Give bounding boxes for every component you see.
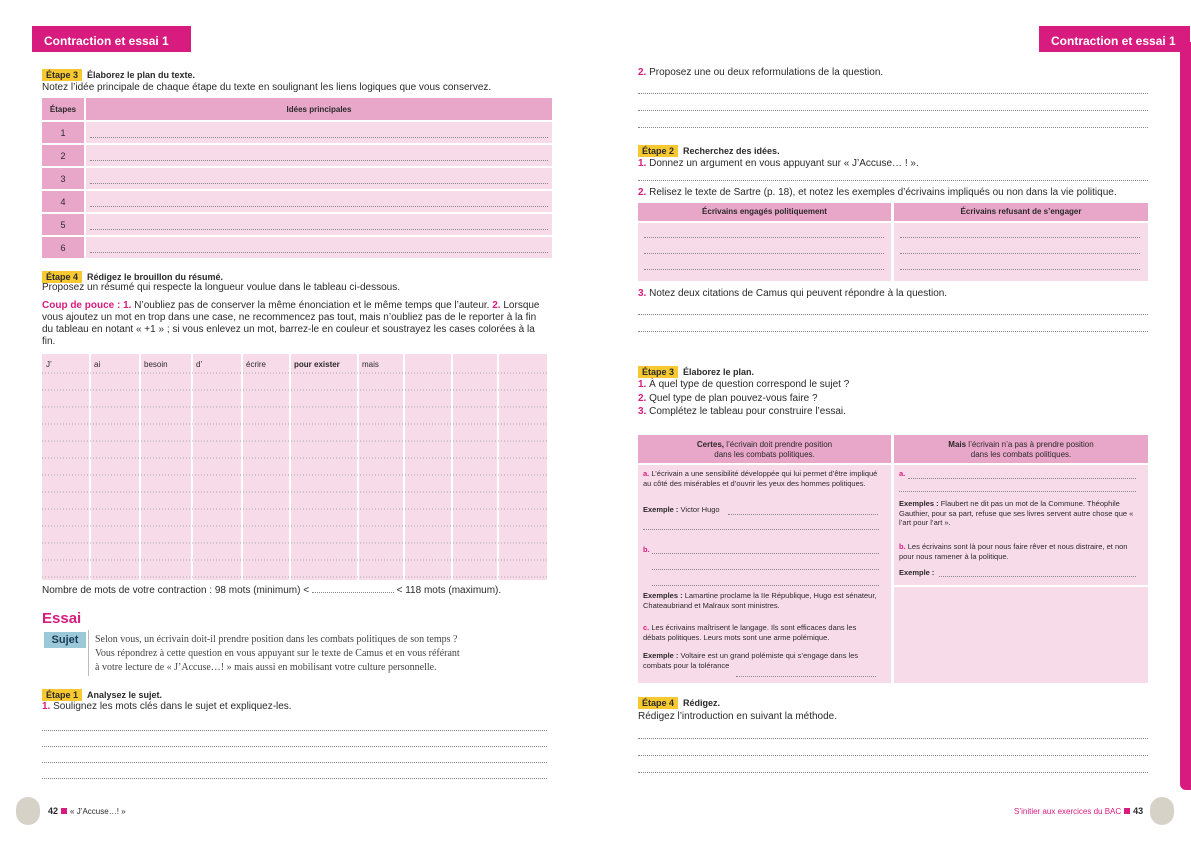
num: a. [643,469,650,478]
etape-title: Élaborez le plan du texte. [87,70,196,80]
author-portrait-left [16,797,40,825]
example-right [899,499,1139,528]
etape-title: Analysez le sujet. [87,690,163,700]
etape3-heading [42,65,195,83]
etape-title: Rédigez le brouillon du résumé. [87,272,224,282]
num: 2. [492,300,501,311]
answer-line[interactable] [644,237,884,238]
cell-engages[interactable] [638,223,891,281]
coup-de-pouce [42,300,550,348]
etape2-heading [638,141,780,159]
argument-text: L’écrivain a une sensibilité développée qui lui permet d’être impliqué au côté des misérables et d’ouvrir les yeux des hommes politiques. [643,469,878,488]
grid-word: ai [94,360,101,369]
answer-line[interactable] [638,314,1148,315]
example-label: Exemple : [643,505,679,514]
col-mais [894,435,1148,463]
answer-line[interactable] [638,331,1148,332]
answer-line[interactable] [900,253,1140,254]
etape-badge: Étape 2 [638,145,678,157]
col-etapes: Étapes [42,98,84,120]
etape-badge: Étape 4 [638,697,678,709]
sujet-line: Selon vous, un écrivain doit-il prendre position dans les combats politiques de son temps ? [95,634,458,645]
argument-b [643,545,650,555]
row-number: 4 [42,191,84,212]
example-label: Exemple : [899,568,935,577]
grid-word: J’ [46,360,52,369]
page-number: 43 [1133,806,1144,816]
example-text: Victor Hugo [680,505,720,514]
example-line [643,505,720,515]
num: 2. [638,392,647,404]
num: b. [643,545,650,554]
num: c. [643,623,650,632]
etape-title: Élaborez le plan. [683,367,755,377]
answer-line[interactable] [644,269,884,270]
etape-badge: Étape 4 [42,271,82,283]
etape4r-heading [638,693,720,711]
example-label: Exemples : [643,591,683,600]
question-text: Soulignez les mots clés dans le sujet et expliquez-les. [53,701,292,712]
chapter-tab-left: Contraction et essai 1 [32,26,191,52]
count-blank[interactable] [312,592,394,593]
example-label: Exemple : [643,651,679,660]
num: 2. [638,67,647,78]
argument-a [899,469,905,479]
answer-line[interactable] [899,491,1136,492]
answer-line[interactable] [728,514,878,515]
keyword: Mais [948,440,967,449]
answer-line[interactable] [652,553,879,554]
count-suffix: < 118 mots (maximum). [396,585,502,596]
argument-c [643,623,879,642]
argument-a [643,469,879,488]
num: b. [899,542,906,551]
example-right-2 [899,568,934,578]
row-number: 2 [42,145,84,166]
row-number: 1 [42,122,84,143]
grid-word: d’ [196,360,203,369]
num: 1. [42,701,51,712]
example-2 [643,591,879,610]
answer-line[interactable] [939,576,1136,577]
square-icon [1124,808,1130,814]
col-refusant: Écrivains refusant de s’engager [894,203,1148,221]
example-text: Lamartine proclame la IIe République, Hugo est sénateur, Chateaubriand et Malraux sont ministres. [643,591,877,610]
question-text: Relisez le texte de Sartre (p. 18), et notez les exemples d’écrivains impliqués ou non dans la vie politique. [649,187,1117,198]
tip-text: Lorsque vous ajoutez un mot en trop dans une case, ne recommencez pas tout, mais n’oubliez pas de le reporter à la fin du tableau en notant « +1 » ; si vous enlevez un mot, barrez-le en couleur et soustrayez les cases colorées à la fin. [42,300,540,347]
cell-refusant[interactable] [894,223,1148,281]
answer-cell[interactable] [86,214,552,235]
question-text: Quel type de plan pouvez-vous faire ? [649,392,818,404]
etape1-question [42,701,292,713]
grid-word: mais [362,360,379,369]
example-label: Exemples : [899,499,939,508]
keyword: Certes, [696,440,725,449]
answer-line[interactable] [638,755,1148,756]
answer-line[interactable] [638,180,1148,181]
col-idees: Idées principales [86,98,552,120]
etape-badge: Étape 1 [42,689,82,701]
header-text: dans les combats politiques. [970,450,1072,459]
cell-mais[interactable] [894,465,1148,585]
etape4-instruction: Proposez un résumé qui respecte la longueur voulue dans le tableau ci-dessous. [42,282,400,293]
q2-line [638,67,883,79]
num: 1. [123,300,132,311]
example-text: Flaubert ne dit pas un mot de la Commune. Théophile Gauthier, pour sa part, refuse que ses livres servent autre chose que « l’art pour l’art ». [899,499,1134,527]
etape2-q3 [638,288,947,300]
footer-title: « J’Accuse…! » [70,807,126,816]
row-number: 3 [42,168,84,189]
answer-line[interactable] [644,253,884,254]
grid-word: écrire [246,360,267,369]
argument-text: Les écrivains maîtrisent le langage. Ils sont efficaces dans les débats politiques. Leurs mots sont une arme polémique. [643,623,857,642]
footer-title: S’initier aux exercices du BAC [1014,807,1122,816]
num: 1. [638,158,647,169]
etape4r-text: Rédigez l’introduction en suivant la méthode. [638,711,838,722]
col-engages: Écrivains engagés politiquement [638,203,891,221]
answer-cell[interactable] [86,122,552,143]
header-text: dans les combats politiques. [714,450,815,459]
etape2-q1 [638,158,919,170]
sujet-line: à votre lecture de « J’Accuse…! » mais aussi en mobilisant votre culture personnelle. [95,662,437,673]
num: 3. [638,288,647,299]
answer-line[interactable] [42,778,547,779]
question-text: Complétez le tableau pour construire l’essai. [649,406,846,417]
answer-line[interactable] [652,569,879,570]
etape-badge: Étape 3 [42,69,82,81]
answer-line[interactable] [638,127,1148,128]
grid-word: besoin [144,360,168,369]
essai-title: Essai [42,610,82,627]
essai-plan-table [638,435,1148,683]
col-certes [638,435,891,463]
answer-cell[interactable] [86,191,552,212]
cell-certes[interactable] [638,465,891,683]
question-text: Donnez un argument en vous appuyant sur « J’Accuse… ! ». [649,158,919,169]
footer-right [1014,806,1143,816]
num: 3. [638,406,647,417]
etape3-instruction: Notez l’idée principale de chaque étape du texte en soulignant les liens logiques que vous conservez. [42,82,492,93]
author-portrait-right [1150,797,1174,825]
question-text: Notez deux citations de Camus qui peuvent répondre à la question. [649,288,948,299]
example-text: Voltaire est un grand polémiste qui s’engage dans les combats pour la tolérance [643,651,859,670]
question-text: À quel type de question correspond le sujet ? [649,379,850,390]
answer-line[interactable] [42,762,547,763]
argument-b [899,542,1139,561]
cell-mais-empty[interactable] [894,587,1148,683]
answer-line[interactable] [638,738,1148,739]
argument-text: Les écrivains sont là pour nous faire rêver et nous distraire, et non pour nous ramener à la politique. [899,542,1128,561]
answer-line[interactable] [900,237,1140,238]
etape-title: Rédigez. [683,698,721,708]
answer-line[interactable] [652,585,879,586]
word-grid[interactable] [42,354,547,580]
answer-line[interactable] [638,93,1148,94]
plan-table [40,96,554,260]
header-text: l’écrivain doit prendre position [724,440,833,449]
sujet-line: Vous répondrez à cette question en vous appuyant sur le texte de Camus et en vous référant [95,648,460,659]
page-number: 42 [48,806,59,816]
answer-line[interactable] [736,676,876,677]
count-prefix: Nombre de mots de votre contraction : 98 mots (minimum) < [42,585,310,596]
ecrivains-table [638,203,1148,281]
etape3r-questions [638,378,849,419]
grid-word: pour exister [294,360,340,369]
footer-left [48,806,126,816]
sujet-rule [88,630,92,676]
row-number: 5 [42,214,84,235]
question-text: Proposez une ou deux reformulations de la question. [649,67,884,78]
answer-line[interactable] [643,529,879,530]
answer-cell[interactable] [86,168,552,189]
etape-title: Recherchez des idées. [683,146,780,156]
etape-badge: Étape 3 [638,366,678,378]
answer-line[interactable] [42,730,547,731]
num: a. [899,469,906,478]
header-text: l’écrivain n’a pas à prendre position [966,440,1094,449]
etape2-q2 [638,187,1117,199]
side-bar [1180,42,1191,790]
square-icon [61,808,67,814]
answer-line[interactable] [638,110,1148,111]
example-3 [643,651,879,670]
answer-line[interactable] [42,746,547,747]
chapter-tab-right: Contraction et essai 1 [1039,26,1190,52]
coup-label: Coup de pouce : [42,300,121,311]
sujet-text [95,633,460,675]
answer-line[interactable] [638,772,1148,773]
answer-cell[interactable] [86,145,552,166]
answer-cell[interactable] [86,237,552,258]
row-number: 6 [42,237,84,258]
answer-line[interactable] [900,269,1140,270]
num: 1. [638,379,647,390]
grid-lines [42,354,547,580]
tip-text: N’oubliez pas de conserver la même énonciation et le même temps que l’auteur. [134,300,490,311]
answer-line[interactable] [908,478,1136,479]
sujet-badge: Sujet [44,632,86,648]
word-count-line [42,585,501,597]
num: 2. [638,187,647,198]
